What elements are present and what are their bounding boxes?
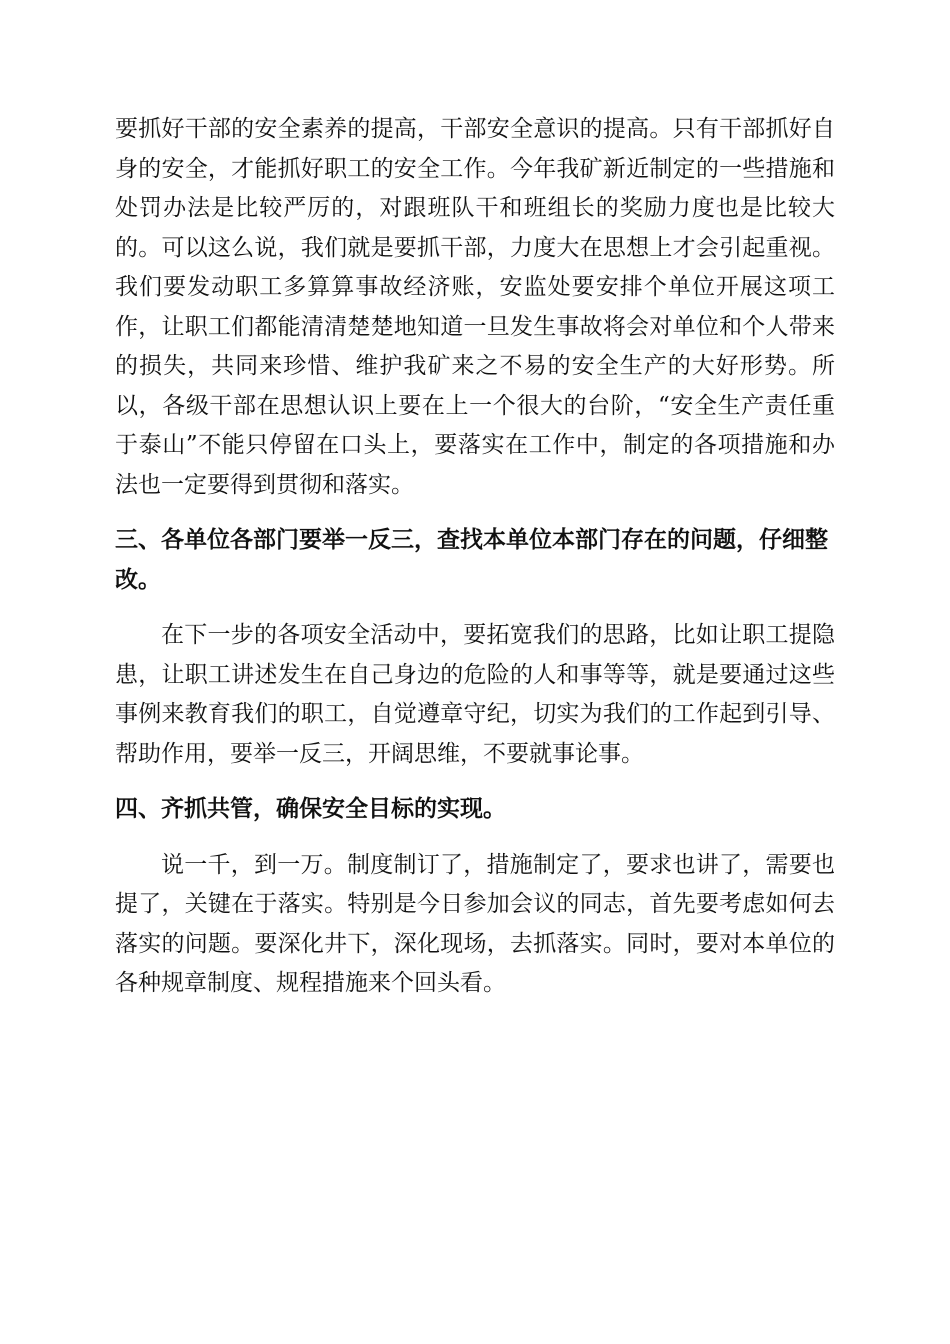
paragraph-section-3: 在下一步的各项安全活动中，要拓宽我们的思路，比如让职工提隐患，让职工讲述发生在自己身边的危险的人和事等等，就是要通过这些事例来教育我们的职工，自觉遵章守纪，切实为我们的工作起到引导、帮助作用，要举一反三，开阔思维，不要就事论事。 — [115, 622, 835, 767]
section-heading-3: 三、各单位各部门要举一反三，查找本单位本部门存在的问题，仔细整改。 — [115, 527, 828, 593]
paragraph-section-4: 说一千，到一万。制度制订了，措施制定了，要求也讲了，需要也提了，关键在于落实。特别是今日参加会议的同志，首先要考虑如何去落实的问题。要深化井下，深化现场，去抓落实。同时，要对本单位的各种规章制度、规程措施来个回头看。 — [115, 851, 835, 996]
document-body — [115, 110, 835, 1004]
section-heading-4: 四、齐抓共管，确保安全目标的实现。 — [115, 796, 506, 822]
paragraph-continued: 要抓好干部的安全素养的提高，干部安全意识的提高。只有干部抓好自身的安全，才能抓好职工的安全工作。今年我矿新近制定的一些措施和处罚办法是比较严厉的，对跟班队干和班组长的奖励力度也是比较大的。可以这么说，我们就是要抓干部，力度大在思想上才会引起重视。我们要发动职工多算算事故经济账，安监处要安排个单位开展这项工作，让职工们都能清清楚楚地知道一旦发生事故将会对单位和个人带来的损失，共同来珍惜、维护我矿来之不易的安全生产的大好形势。所以，各级干部在思想认识上要在上一个很大的台阶，“安全生产责任重于泰山”不能只停留在口头上，要落实在工作中，制定的各项措施和办法也一定要得到贯彻和落实。 — [115, 116, 835, 498]
